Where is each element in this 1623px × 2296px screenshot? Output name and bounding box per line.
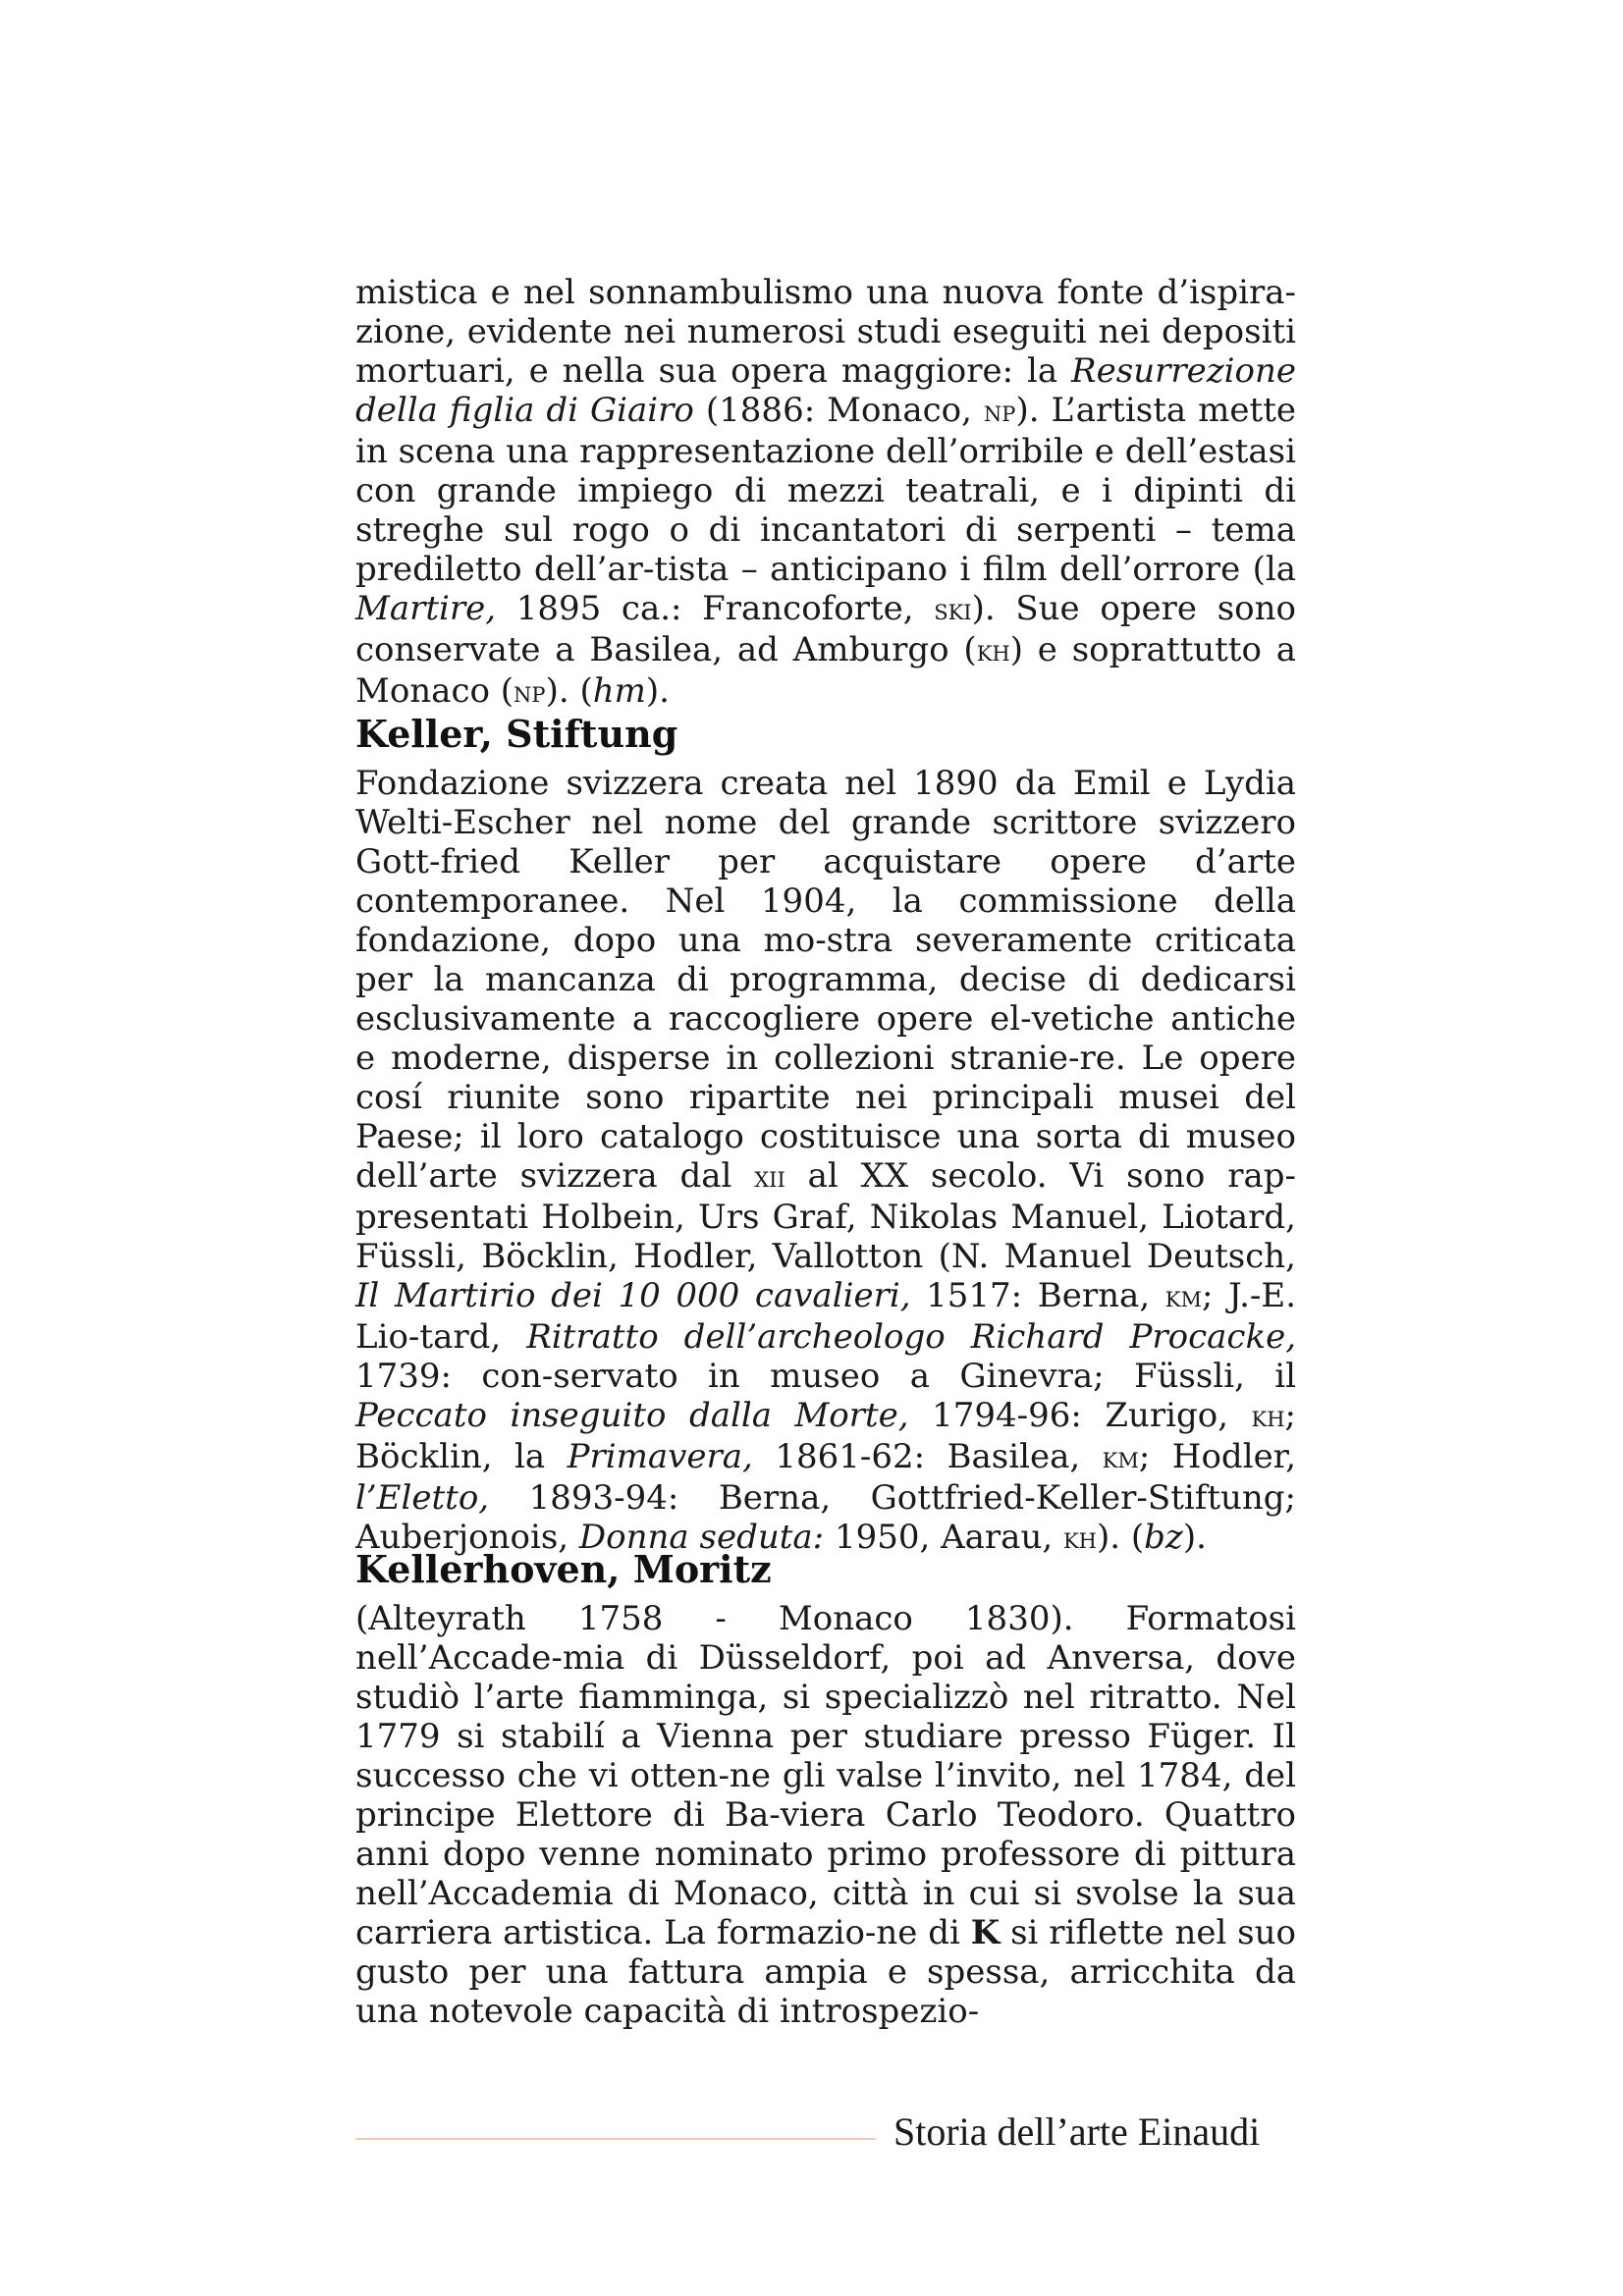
- entry-heading-kellerhoven: [355, 1548, 1296, 1591]
- artwork-title: Il Martirio dei 10 000 cavalieri,: [355, 1276, 911, 1315]
- text-span: si riflette nel suo gusto per una fattura ampia e spessa, arricchita da una notevole capacità di introspezio-: [355, 1913, 1296, 2031]
- text-span: 1517: Berna,: [910, 1276, 1165, 1315]
- text-span: ). Sue opere sono conservate a Basilea, ad Amburgo (: [355, 589, 1296, 669]
- century-numeral: xii: [754, 1160, 785, 1195]
- text-span: 1794-96: Zurigo,: [908, 1396, 1252, 1435]
- artwork-title: Primavera,: [567, 1437, 753, 1476]
- entry-kellerhoven-body: [355, 1599, 1296, 2031]
- text-span: al XX secolo. Vi sono rap-presentati Holbein, Urs Graf, Nikolas Manuel, Liotard, Füssli, Böcklin, Hodler, Vallotton (N. Manuel Deutsch,: [355, 1156, 1296, 1276]
- text-span: 1893-94: Berna, Gottfried-Keller-Stiftung; Auberjonois,: [355, 1478, 1296, 1557]
- artwork-title: Donna seduta:: [578, 1518, 825, 1557]
- text-span: ; Hodler,: [1138, 1437, 1297, 1476]
- text-span: (1886: Monaco,: [693, 391, 984, 430]
- museum-abbreviation: km: [1164, 1280, 1202, 1314]
- text-span: Fondazione svizzera creata nel 1890 da Emil e Lydia Welti-Escher nel nome del grande scrittore svizzero Gott-fried Keller per acquistare opere d’arte contemporanee. Nel 1904, la commissione della fondazione, dopo una mo-stra severamente criticata per la mancanza di programma, decise di dedicarsi esclusivamente a raccogliere opere el-vetiche antiche e moderne, disperse in collezioni stranie-re. Le opere cosí riunite sono ripartite nei principali musei del Paese; il loro catalogo costituisce una sorta di museo dell’arte svizzera dal: [355, 764, 1296, 1196]
- text-span: 1739: con-servato in museo a Ginevra; Füssli, il: [355, 1357, 1296, 1396]
- museum-abbreviation: np: [983, 395, 1016, 429]
- museum-abbreviation: kh: [1251, 1400, 1285, 1434]
- text-span: ; J.-E. Lio-tard,: [355, 1276, 1296, 1357]
- museum-abbreviation: kh: [1062, 1522, 1097, 1556]
- footer-rule: [355, 2138, 876, 2140]
- museum-abbreviation: kh: [976, 634, 1010, 668]
- text-span: ) e soprattutto a Monaco (: [355, 630, 1296, 711]
- text-span: ). (: [1096, 1518, 1145, 1557]
- author-initials: bz: [1144, 1518, 1183, 1557]
- text-span: 1861-62: Basilea,: [752, 1437, 1103, 1476]
- museum-abbreviation: km: [1102, 1441, 1139, 1475]
- text-span: ). L’artista mette in scena una rappresentazione dell’orribile e dell’estasi con grande impiego di mezzi teatrali, e i dipinti di streghe sul rogo o di incantatori di serpenti – tema prediletto dell’ar-tista – anticipano i film dell’orrore (la: [355, 391, 1296, 589]
- text-span: mistica e nel sonnambulismo una nuova fonte d’ispira-zione, evidente nei numerosi studi eseguiti nei depositi mortuari, e nella sua opera maggiore: la: [355, 273, 1296, 391]
- artwork-title: Ritratto dell’archeologo Richard Procacke,: [526, 1317, 1296, 1357]
- entry-keller-text: [355, 764, 1296, 1559]
- entry-keller-body: [355, 764, 1296, 1559]
- text-span: ).: [1182, 1518, 1207, 1557]
- author-initials: hm: [592, 671, 646, 711]
- subject-initial: K: [970, 1913, 1001, 1952]
- text-span: 1950, Aarau,: [824, 1518, 1063, 1557]
- entry-kellerhoven-text: [355, 1599, 1296, 2031]
- entry-continuation-text: [355, 273, 1296, 713]
- museum-abbreviation: ski: [934, 593, 972, 627]
- text-span: ; Böcklin, la: [355, 1396, 1296, 1476]
- text-span: (Alteyrath 1758 - Monaco 1830). Formatosi nell’Accade-mia di Düsseldorf, poi ad Anversa, dove studiò l’arte fiamminga, si specializzò nel ritratto. Nel 1779 si stabilí a Vienna per studiare presso Füger. Il successo che vi otten-ne gli valse l’invito, nel 1784, del principe Elettore di Ba-viera Carlo Teodoro. Quattro anni dopo venne nominato primo professore di pittura nell’Accademia di Monaco, città in cui si svolse la sua carriera artistica. La formazio-ne di: [355, 1599, 1296, 1952]
- artwork-title: Peccato inseguito dalla Morte,: [355, 1396, 909, 1435]
- entry-title: Kellerhoven, Moritz: [355, 1547, 772, 1591]
- museum-abbreviation: np: [514, 675, 546, 710]
- text-span: ).: [645, 671, 670, 711]
- entry-title: Keller, Stiftung: [355, 712, 678, 756]
- artwork-title: Martire,: [355, 589, 497, 628]
- text-span: ). (: [545, 671, 593, 711]
- footer-title: Storia dell’arte Einaudi: [893, 2109, 1261, 2154]
- artwork-title: l’Eletto,: [355, 1478, 490, 1518]
- entry-heading-keller: [355, 713, 1296, 756]
- artwork-title: Resurrezione della figlia di Giairo: [355, 351, 1296, 430]
- text-span: 1895 ca.: Francoforte,: [496, 589, 935, 628]
- entry-continuation: [355, 273, 1296, 713]
